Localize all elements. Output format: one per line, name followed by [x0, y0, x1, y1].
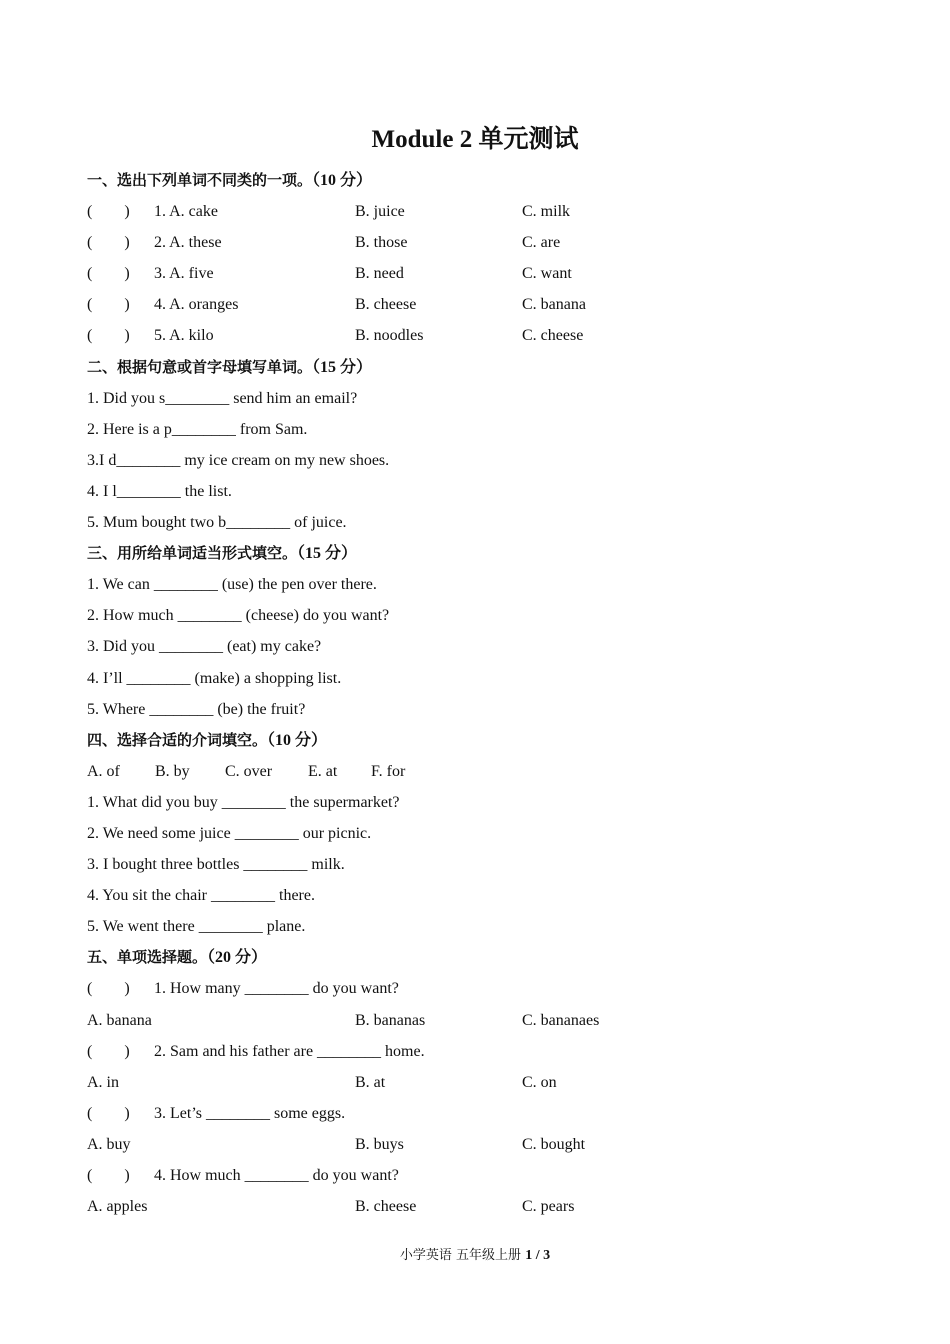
s1-q4-b: B. cheese [355, 296, 417, 314]
s5-question-3 [87, 1098, 887, 1129]
s5-question-1 [87, 973, 887, 1004]
s4-question-1[interactable]: 1. What did you buy ________ the supermarket? [87, 793, 400, 811]
s4-option-c: C. over [225, 762, 273, 780]
s5-question-4 [87, 1160, 887, 1191]
s5-q2-text: 2. Sam and his father are ________ home. [154, 1042, 425, 1060]
s1-q2-a: ( ) 2. A. these [87, 227, 222, 258]
s1-q5-a: ( ) 5. A. kilo [87, 320, 214, 351]
s1-q3-a: ( ) 3. A. five [87, 258, 214, 289]
s3-question-4[interactable]: 4. I’ll ________ (make) a shopping list. [87, 669, 342, 687]
s1-q4-a: ( ) 4. A. oranges [87, 289, 238, 320]
s3-question-3[interactable]: 3. Did you ________ (eat) my cake? [87, 638, 322, 656]
s3-question-1[interactable]: 1. We can ________ (use) the pen over there. [87, 576, 377, 594]
s1-q2-b: B. those [355, 234, 408, 252]
s2-question-1[interactable]: 1. Did you s________ send him an email? [87, 389, 358, 407]
s2-question-2[interactable]: 2. Here is a p________ from Sam. [87, 420, 308, 438]
s5-q2-options [87, 1067, 887, 1098]
s5-q1-options [87, 1005, 887, 1036]
section-4-heading [87, 725, 887, 756]
section-1-title: 一、选出下列单词不同类的一项。 [87, 171, 313, 189]
s5-q1-text: 1. How many ________ do you want? [154, 980, 399, 998]
s3-question-5[interactable]: 5. Where ________ (be) the fruit? [87, 700, 306, 718]
s1-question-2 [87, 227, 887, 258]
s4-question-5[interactable]: 5. We went there ________ plane. [87, 918, 306, 936]
answer-bracket[interactable]: ( ) [87, 980, 130, 998]
s1-q5-c: C. cheese [522, 327, 584, 345]
section-2-points: （15 分） [312, 358, 373, 376]
section-4-title: 四、选择合适的介词填空。 [87, 730, 268, 749]
section-3-heading [87, 538, 887, 569]
footer-label: 小学英语 五年级上册 [399, 1248, 526, 1263]
page-footer [0, 1244, 950, 1264]
s2-question-4[interactable]: 4. I l________ the list. [87, 482, 232, 500]
s1-q1-b: B. juice [355, 203, 405, 221]
section-1-heading [87, 165, 887, 196]
s1-q3-c: C. want [522, 265, 572, 283]
answer-bracket[interactable]: ( ) [87, 327, 130, 345]
s1-q2-c: C. are [522, 234, 561, 252]
s4-option-a: A. of [87, 762, 120, 780]
section-3-title: 三、用所给单词适当形式填空。 [87, 544, 298, 563]
answer-bracket[interactable]: ( ) [87, 296, 130, 314]
s1-question-5 [87, 320, 887, 351]
footer-page-total: 3 [543, 1248, 551, 1263]
s5-q3-options [87, 1129, 887, 1160]
answer-bracket[interactable]: ( ) [87, 234, 130, 252]
s3-question-2[interactable]: 2. How much ________ (cheese) do you want? [87, 607, 390, 625]
s5-q4-option-c[interactable]: C. pears [522, 1198, 575, 1216]
s5-q2-option-a[interactable]: A. in [87, 1073, 119, 1091]
section-3-points: （15 分） [297, 545, 358, 563]
s1-q3-b: B. need [355, 265, 404, 283]
s5-q3-option-b[interactable]: B. buys [355, 1135, 404, 1153]
section-1-points: （10 分） [312, 172, 373, 189]
section-5-points: （20 分） [207, 949, 268, 967]
s5-q3-option-c[interactable]: C. bought [522, 1135, 586, 1153]
answer-bracket[interactable]: ( ) [87, 1104, 130, 1122]
s5-q1-option-a[interactable]: A. banana [87, 1011, 152, 1029]
s4-option-bank [87, 756, 887, 787]
section-2-heading [87, 352, 887, 383]
s5-question-2 [87, 1036, 887, 1067]
s4-option-f: F. for [371, 762, 406, 780]
s1-q5-b: B. noodles [355, 327, 424, 345]
s5-q2-option-b[interactable]: B. at [355, 1073, 386, 1091]
s4-option-e: E. at [308, 762, 338, 780]
s5-q2-option-c[interactable]: C. on [522, 1073, 557, 1091]
answer-bracket[interactable]: ( ) [87, 1042, 130, 1060]
section-4-points: （10 分） [267, 731, 328, 749]
s4-option-b: B. by [155, 762, 190, 780]
s1-question-1 [87, 196, 887, 227]
s5-q4-option-a[interactable]: A. apples [87, 1198, 148, 1216]
page-title: Module 2 单元测试 [371, 126, 579, 153]
section-5-title: 五、单项选择题。 [87, 948, 208, 967]
s5-q4-options [87, 1191, 887, 1222]
s4-question-3[interactable]: 3. I bought three bottles ________ milk. [87, 856, 345, 874]
s5-q3-option-a[interactable]: A. buy [87, 1135, 131, 1153]
s5-q1-option-b[interactable]: B. bananas [355, 1011, 426, 1029]
answer-bracket[interactable]: ( ) [87, 1167, 130, 1184]
answer-bracket[interactable]: ( ) [87, 265, 130, 283]
worksheet-body [87, 165, 887, 1222]
footer-separator: / [532, 1248, 544, 1263]
answer-bracket[interactable]: ( ) [87, 203, 130, 221]
s1-question-4 [87, 289, 887, 320]
s1-question-3 [87, 258, 887, 289]
s1-q1-a: ( ) 1. A. cake [87, 196, 218, 227]
s2-question-5[interactable]: 5. Mum bought two b________ of juice. [87, 514, 347, 532]
s5-q1-option-c[interactable]: C. bananaes [522, 1011, 600, 1029]
section-5-heading [87, 942, 887, 973]
s2-question-3[interactable]: 3.I d________ my ice cream on my new shoes. [87, 451, 390, 469]
s5-q3-text: 3. Let’s ________ some eggs. [154, 1104, 346, 1122]
section-2-title: 二、根据句意或首字母填写单词。 [87, 357, 313, 376]
s1-q4-c: C. banana [522, 296, 586, 314]
footer-page-number: 1 [525, 1248, 533, 1263]
s5-q4-option-b[interactable]: B. cheese [355, 1198, 417, 1216]
s4-question-2[interactable]: 2. We need some juice ________ our picnic. [87, 824, 372, 842]
s1-q1-c: C. milk [522, 203, 571, 221]
s4-question-4[interactable]: 4. You sit the chair ________ there. [87, 887, 315, 905]
s5-q4-text: 4. How much ________ do you want? [154, 1167, 399, 1184]
